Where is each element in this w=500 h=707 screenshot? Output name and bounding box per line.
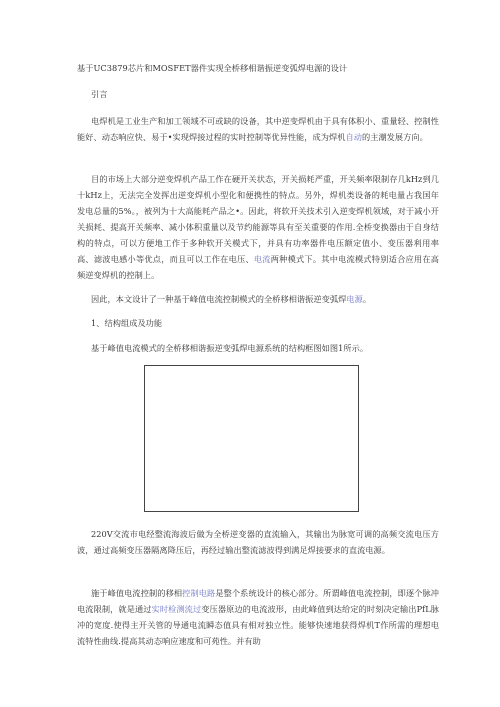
paragraph-6-text-b: 是整个系统设计的核心部分。所谓峰值电流控制，即逐个脉冲电流限制，就是通过 (77, 588, 439, 614)
paragraph-1-text-b: 的主潮发展方向。 (361, 132, 428, 142)
paragraph-2-tail: 两种模式下。其中电流模式特别适合应用在高频逆变焊机的控制上。 (77, 254, 439, 280)
paragraph-5: 220V交流市电经整流海波后做为全桥逆变器的直流输入，其输出为脉宽可调的高频交流电压方波，通过高频变压器隔离降压后，再经过输出整流滤波得到满足焊接要求的直流电源。 (77, 529, 439, 555)
paragraph-2 (77, 171, 439, 283)
paragraph-6-text-a: 施于峰值电流控制的移相 (91, 588, 183, 598)
paragraph-3-text-b: 。 (362, 294, 372, 304)
link-control-circuit[interactable]: 控制电路 (182, 588, 216, 598)
paragraph-1-text-a: 电焊机是工业生产和加工领域不可或缺的设备，其中逆变焊机由于具有体积小、重量轻、控制性能好、动态响应快、易于•实现焊接过程的实时控制等优异性能，成为焊机 (77, 116, 439, 142)
link-current[interactable]: 电流 (253, 254, 271, 264)
paragraph-6-text-c: 变压器原边的电流波形，由此峰值到达给定的时刻决定输出PfL脉冲的宽度.使得主开关管的导通电流瞬态值具有相对独立性。能够快速地获得焊机T作所需的理想电流特性曲线.提高其动态响应速度和可苑性。并有助 (77, 604, 439, 646)
link-power-supply[interactable]: 电源 (346, 294, 363, 304)
figure-1-placeholder (144, 365, 359, 512)
paragraph-3 (77, 291, 439, 307)
document-title: 基于UC3879芯片和MOSFET器件实现全桥移相谐振逆变弧焊电源的设计 (77, 63, 348, 73)
paragraph-3-text-a: 因此，本文设计了一种基于峰值电流控制模式的全桥移相谐振逆变弧焊 (91, 294, 347, 304)
paragraph-6 (77, 585, 439, 649)
paragraph-4: 基于峰值电流模式的全桥移相谐振逆变弧焊电源系统的结构框图如图1所示。 (91, 343, 369, 353)
paragraph-2-text: 目的市场上大部分逆变焊机产品工作在硬开关状态，开关损耗严重，开关频率限制存几kHz到几十kHz上，无法完全发挥出逆变焊机小型化和便携性的特点。另外，焊机类设备的耗电量占我国年发电总量的5%。，被列为十大高能耗产品之•。因此，将软开关技术引入逆变焊机领域，对于减小开关损耗、提高开关频率、减小体积重量以及节约能源等具有至关重要的作用.全桥变换器由于自身结构的特点，可以方便地工作于多种软开关模式下，并具有功率器件电压额定值小、变压器利用率高、滤波电感小等优点，而且可以工作在电压、 (77, 174, 439, 264)
link-automatic[interactable]: 自动 (345, 132, 362, 142)
link-realtime-detect[interactable]: 实时检测流过 (151, 604, 202, 614)
intro-heading: 引言 (91, 89, 108, 99)
section-1-heading: 1、结构组成及功能 (91, 318, 163, 328)
paragraph-1 (77, 113, 439, 145)
